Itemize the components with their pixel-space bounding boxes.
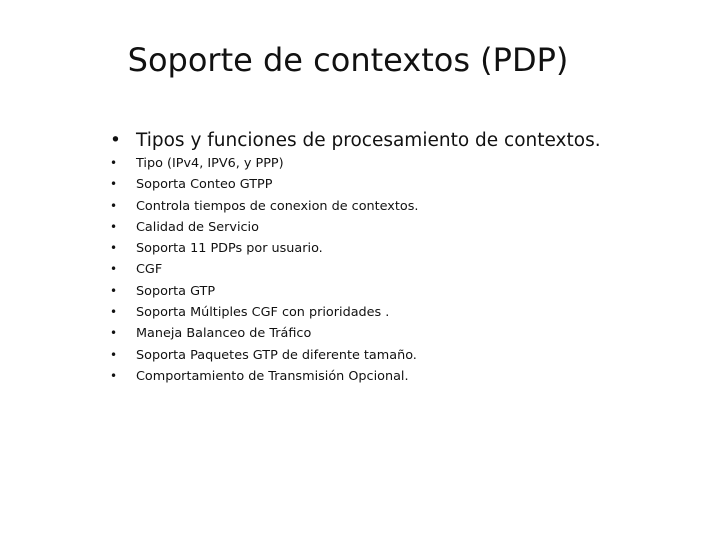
bullet-icon: • xyxy=(110,283,118,298)
bullet-icon: • xyxy=(110,130,121,151)
list-item xyxy=(110,323,670,344)
bullet-icon: • xyxy=(110,368,118,383)
bullet-icon: • xyxy=(110,262,118,277)
list-item xyxy=(110,345,670,366)
bullet-icon: • xyxy=(110,347,118,362)
bullet-icon: • xyxy=(110,326,118,341)
bullet-list xyxy=(110,153,670,387)
list-item-text: Soporta GTP xyxy=(136,283,216,299)
list-item xyxy=(110,196,670,217)
list-item-text: Soporta Conteo GTPP xyxy=(136,177,273,193)
list-item xyxy=(110,281,670,302)
list-item-text: Calidad de Servicio xyxy=(136,219,259,235)
list-item xyxy=(110,217,670,238)
list-item-text: Comportamiento de Transmisión Opcional. xyxy=(136,368,409,384)
list-item xyxy=(110,302,670,323)
bullet-icon: • xyxy=(110,177,118,192)
bullet-icon: • xyxy=(110,156,118,170)
main-bullet-point xyxy=(110,128,700,154)
list-item xyxy=(110,153,670,174)
list-item-text: CGF xyxy=(136,262,163,278)
list-item xyxy=(110,259,670,280)
list-item xyxy=(110,174,670,195)
slide-title: Soporte de contextos (PDP) xyxy=(127,41,569,79)
bullet-icon: • xyxy=(110,198,118,213)
list-item xyxy=(110,238,670,259)
list-item-text: Tipo (IPv4, IPV6, y PPP) xyxy=(136,156,284,171)
main-bullet-text: Tipos y funciones de procesamiento de contextos. xyxy=(136,130,601,151)
list-item-text: Soporta Múltiples CGF con prioridades . xyxy=(136,305,390,321)
bullet-icon: • xyxy=(110,305,118,320)
list-item-text: Soporta 11 PDPs por usuario. xyxy=(136,241,323,257)
list-item-text: Maneja Balanceo de Tráfico xyxy=(136,326,312,342)
list-item-text: Soporta Paquetes GTP de diferente tamaño. xyxy=(136,347,417,363)
bullet-icon: • xyxy=(110,241,118,256)
list-item xyxy=(110,366,670,387)
bullet-icon: • xyxy=(110,219,118,234)
list-item-text: Controla tiempos de conexion de contextos. xyxy=(136,198,419,214)
